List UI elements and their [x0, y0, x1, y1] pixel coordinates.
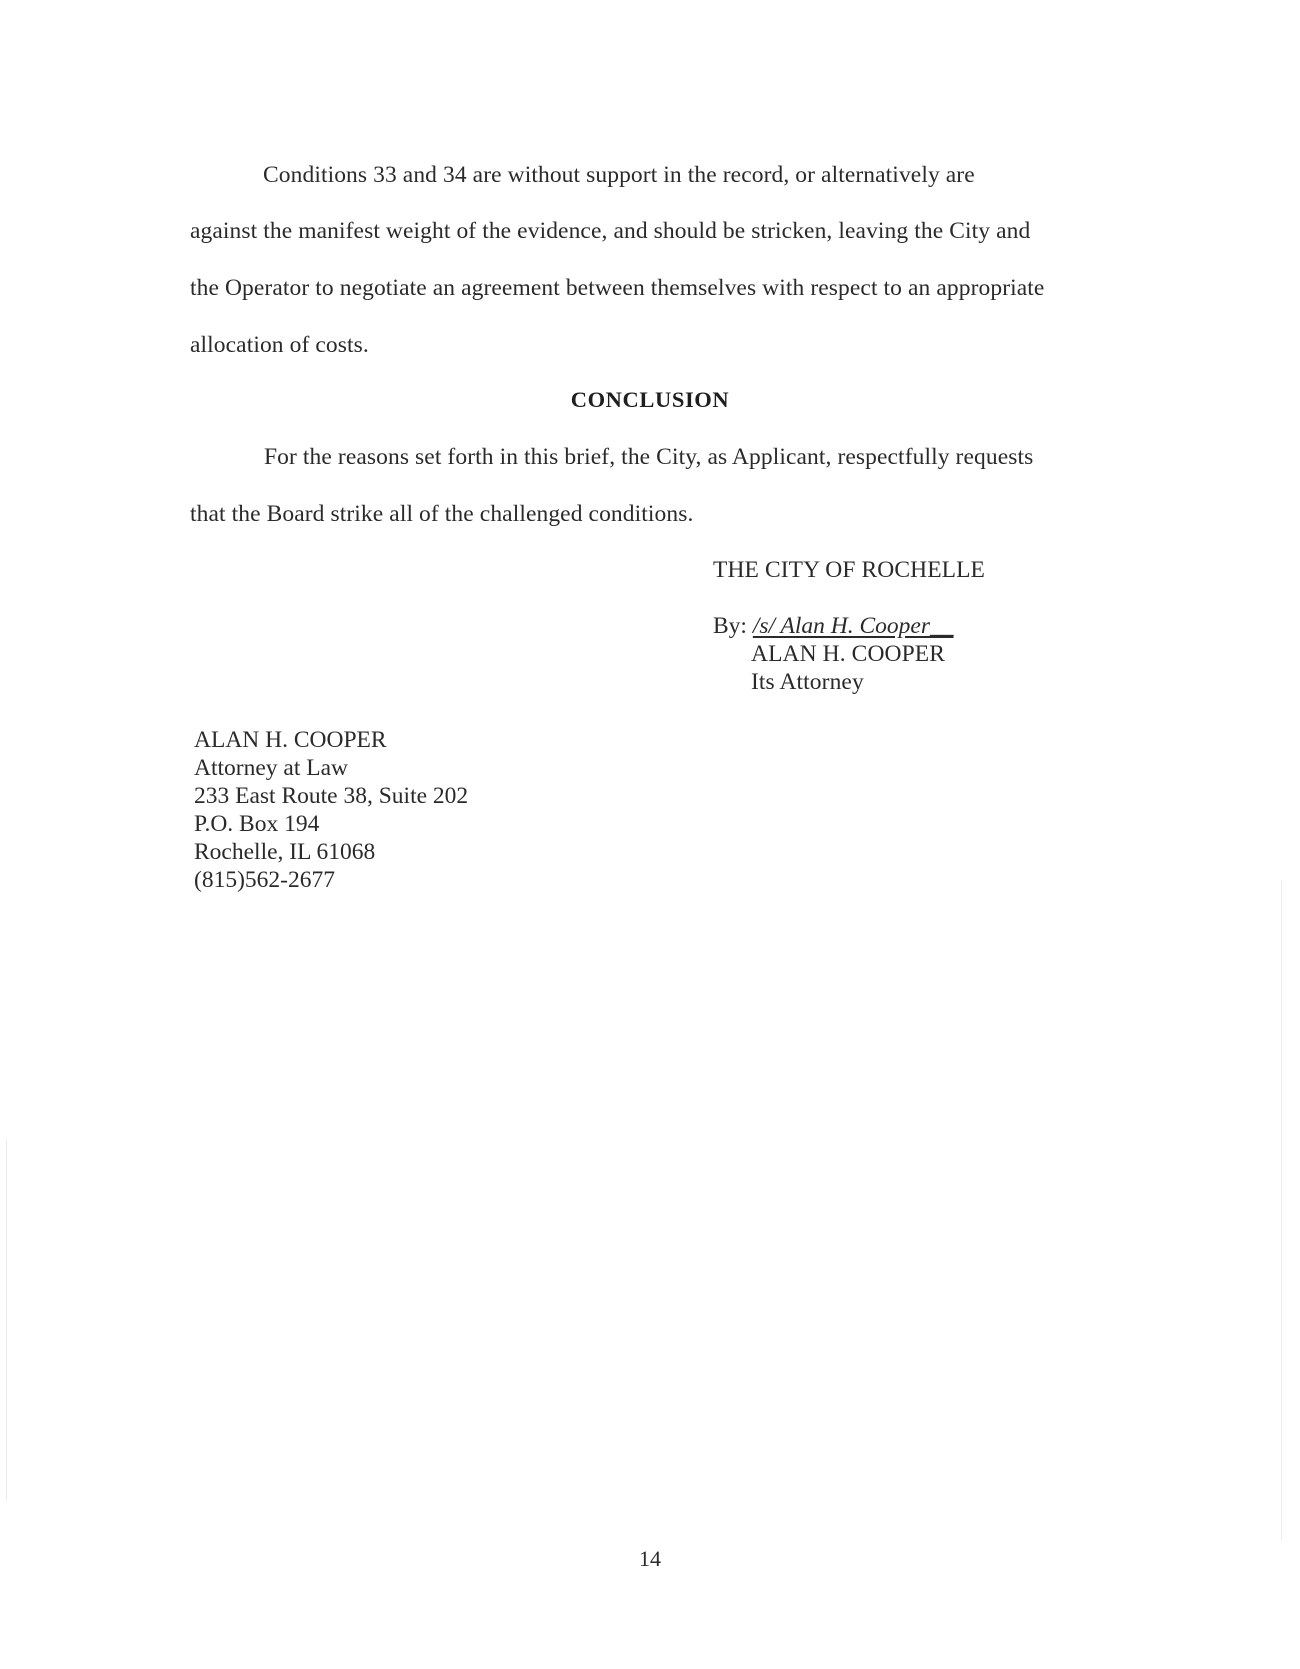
- scan-edge-left: [6, 1140, 7, 1500]
- paragraph-1-line-1: Conditions 33 and 34 are without support in the record, or alternatively are: [263, 162, 975, 188]
- paragraph-2-line-1: For the reasons set forth in this brief, the City, as Applicant, respectfully requests: [264, 444, 1034, 470]
- paragraph-1-line-3: the Operator to negotiate an agreement between themselves with respect to an appropriate: [190, 275, 1045, 301]
- paragraph-1-line-4: allocation of costs.: [190, 332, 369, 358]
- paragraph-1-line-2: against the manifest weight of the evidence, and should be stricken, leaving the City and: [190, 218, 1031, 244]
- paragraph-2-line-2: that the Board strike all of the challenged conditions.: [190, 501, 694, 527]
- attorney-block-line: (815)562-2677: [194, 867, 335, 893]
- scan-edge-right: [1281, 880, 1282, 1540]
- signature-name: ALAN H. COOPER: [751, 641, 945, 667]
- signature-by-label: By:: [713, 613, 753, 639]
- attorney-block-line: Attorney at Law: [194, 755, 349, 781]
- attorney-block-line: ALAN H. COOPER: [194, 727, 387, 753]
- signature-signed-name: /s/ Alan H. Cooper: [752, 613, 930, 639]
- signature-role: Its Attorney: [751, 669, 864, 695]
- attorney-block-line: Rochelle, IL 61068: [194, 839, 376, 865]
- section-heading: CONCLUSION: [570, 387, 730, 412]
- attorney-block-line: P.O. Box 194: [194, 811, 320, 837]
- attorney-block-line: 233 East Route 38, Suite 202: [194, 783, 469, 809]
- signature-by-line: [713, 612, 953, 640]
- page-number: 14: [639, 1546, 661, 1571]
- signature-pad: __: [929, 613, 954, 639]
- signature-party: THE CITY OF ROCHELLE: [713, 557, 986, 583]
